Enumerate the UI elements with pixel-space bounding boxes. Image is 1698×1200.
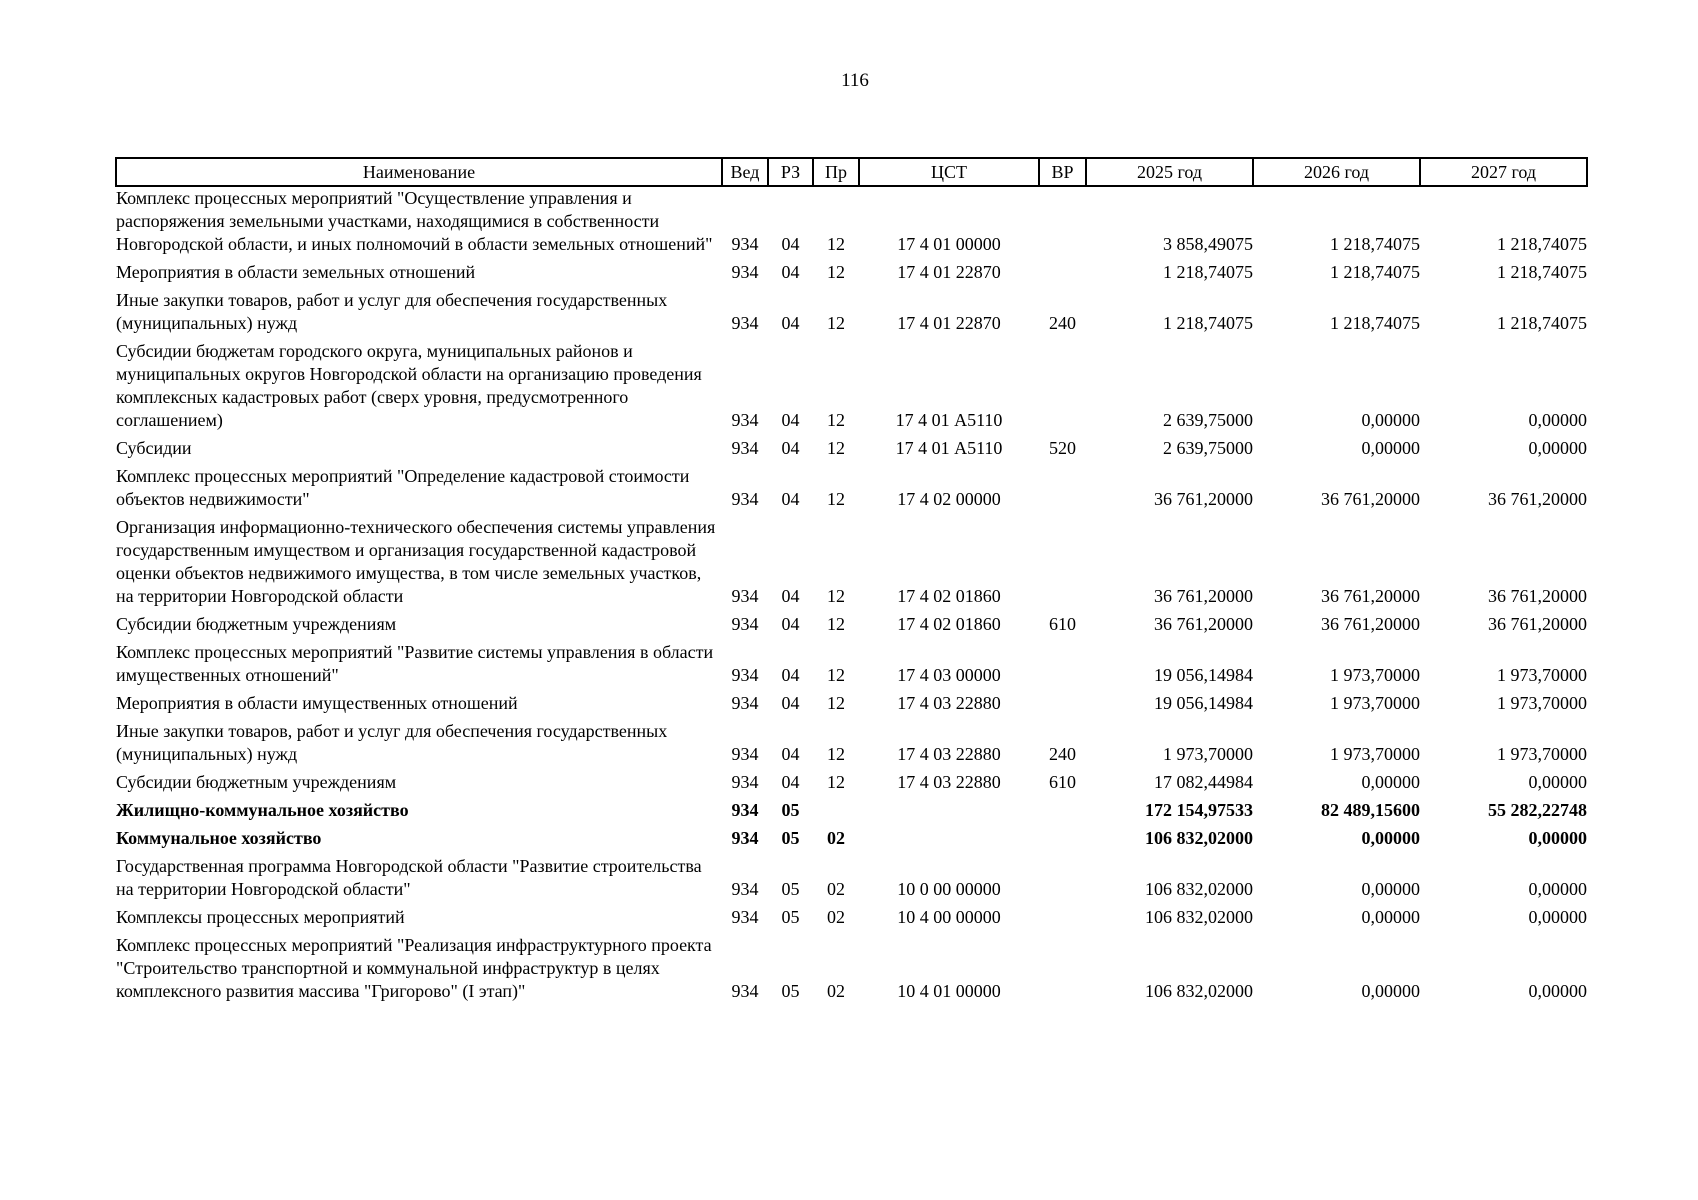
cell-name: Иные закупки товаров, работ и услуг для обеспечения государственных (муниципальных) нужд	[116, 290, 668, 333]
cell-2025: 1 218,74075	[1163, 262, 1253, 282]
cell-2026: 36 761,20000	[1321, 489, 1420, 509]
cell-pr: 12	[827, 693, 845, 713]
cell-ved: 934	[731, 800, 759, 820]
cell-vr	[1039, 465, 1086, 516]
cell-2025: 3 858,49075	[1163, 234, 1253, 254]
cell-rz: 05	[781, 800, 800, 820]
cell-name: Субсидии	[116, 438, 192, 458]
cell-cst: 17 4 01 А5110	[895, 410, 1003, 430]
cell-rz: 04	[781, 489, 800, 509]
cell-2026: 36 761,20000	[1321, 614, 1420, 634]
cell-pr: 12	[827, 614, 845, 634]
table-body	[116, 186, 1587, 1008]
cell-rz: 04	[781, 586, 800, 606]
cell-2027: 0,00000	[1528, 981, 1587, 1001]
cell-2027: 1 973,70000	[1497, 744, 1587, 764]
cell-2026: 0,00000	[1361, 772, 1420, 792]
cell-2025: 106 832,02000	[1145, 907, 1253, 927]
cell-2027: 0,00000	[1528, 907, 1587, 927]
cell-vr	[1039, 855, 1086, 906]
cell-2025: 1 218,74075	[1163, 313, 1253, 333]
cell-2026: 1 218,74075	[1330, 313, 1420, 333]
cell-2025: 172 154,97533	[1145, 800, 1253, 820]
cell-rz: 04	[781, 614, 800, 634]
cell-2026: 1 218,74075	[1330, 262, 1420, 282]
cell-2026: 1 218,74075	[1330, 234, 1420, 254]
table-row	[116, 906, 1587, 934]
cell-2026: 0,00000	[1361, 438, 1420, 458]
cell-2026: 0,00000	[1361, 981, 1420, 1001]
cell-vr	[1039, 934, 1086, 1008]
table-row	[116, 641, 1587, 692]
cell-cst: 10 4 00 00000	[897, 907, 1001, 927]
cell-vr: 240	[1049, 744, 1076, 764]
cell-name: Организация информационно-технического обеспечения системы управления государственным имуществом и организация государственной кадастровой оценки объектов недвижимого имущества, в том числе земельных участков, на территории Новгородской области	[116, 517, 716, 606]
cell-2027: 1 218,74075	[1497, 262, 1587, 282]
cell-pr: 02	[827, 981, 845, 1001]
cell-name: Иные закупки товаров, работ и услуг для обеспечения государственных (муниципальных) нужд	[116, 721, 668, 764]
cell-name: Комплекс процессных мероприятий "Развитие системы управления в области имущественных отношений"	[116, 642, 714, 685]
cell-name: Жилищно-коммунальное хозяйство	[116, 800, 409, 820]
cell-2026: 0,00000	[1361, 828, 1420, 848]
cell-ved: 934	[731, 313, 759, 333]
cell-ved: 934	[731, 828, 759, 848]
cell-cst: 17 4 03 00000	[897, 665, 1001, 685]
header-pr: Пр	[813, 158, 859, 186]
cell-2027: 36 761,20000	[1488, 586, 1587, 606]
table-row	[116, 771, 1587, 799]
cell-cst: 10 4 01 00000	[897, 981, 1001, 1001]
cell-2026: 0,00000	[1361, 410, 1420, 430]
cell-pr: 12	[827, 665, 845, 685]
table-row	[116, 692, 1587, 720]
cell-rz: 04	[781, 410, 800, 430]
cell-cst: 17 4 03 22880	[897, 744, 1001, 764]
cell-cst: 17 4 01 22870	[897, 313, 1001, 333]
cell-2026: 0,00000	[1361, 879, 1420, 899]
cell-2027: 0,00000	[1528, 410, 1587, 430]
header-cst: ЦСТ	[859, 158, 1039, 186]
cell-name: Субсидии бюджетным учреждениям	[116, 772, 397, 792]
table-row	[116, 261, 1587, 289]
cell-vr	[1039, 516, 1086, 613]
cell-name: Комплекс процессных мероприятий "Определение кадастровой стоимости объектов недвижимости"	[116, 466, 690, 509]
cell-ved: 934	[731, 744, 759, 764]
cell-rz: 04	[781, 772, 800, 792]
cell-rz: 05	[781, 879, 800, 899]
cell-2026: 0,00000	[1361, 907, 1420, 927]
cell-2027: 1 973,70000	[1497, 665, 1587, 685]
cell-2027: 1 973,70000	[1497, 693, 1587, 713]
cell-rz: 04	[781, 744, 800, 764]
cell-name: Мероприятия в области имущественных отношений	[116, 693, 518, 713]
table-row	[116, 827, 1587, 855]
cell-ved: 934	[731, 438, 759, 458]
cell-vr: 610	[1049, 614, 1076, 634]
cell-name: Комплекс процессных мероприятий "Реализация инфраструктурного проекта "Строительство транспортной и коммунальной инфраструктур в целях комплексного развития массива "Григорово" (I этап)"	[116, 935, 712, 1001]
cell-vr: 520	[1049, 438, 1076, 458]
table-row	[116, 465, 1587, 516]
cell-ved: 934	[731, 772, 759, 792]
cell-2027: 1 218,74075	[1497, 234, 1587, 254]
table-row	[116, 799, 1587, 827]
cell-cst: 17 4 03 22880	[897, 772, 1001, 792]
cell-pr: 02	[827, 907, 845, 927]
table-row	[116, 934, 1587, 1008]
cell-cst: 17 4 01 00000	[897, 234, 1001, 254]
cell-name: Комплексы процессных мероприятий	[116, 907, 405, 927]
cell-2025: 106 832,02000	[1145, 981, 1253, 1001]
table-row	[116, 516, 1587, 613]
cell-pr: 12	[827, 586, 845, 606]
cell-cst	[859, 799, 1039, 827]
cell-2026: 1 973,70000	[1330, 693, 1420, 713]
table-row	[116, 289, 1587, 340]
cell-2025: 2 639,75000	[1163, 438, 1253, 458]
table-row	[116, 437, 1587, 465]
cell-rz: 05	[781, 907, 800, 927]
cell-name: Субсидии бюджетным учреждениям	[116, 614, 397, 634]
cell-pr: 02	[827, 879, 845, 899]
header-rz: РЗ	[768, 158, 813, 186]
cell-ved: 934	[731, 410, 759, 430]
cell-2027: 0,00000	[1528, 772, 1587, 792]
cell-ved: 934	[731, 586, 759, 606]
cell-name: Коммунальное хозяйство	[116, 828, 322, 848]
table-row	[116, 720, 1587, 771]
cell-name: Государственная программа Новгородской области "Развитие строительства на территории Новгородской области"	[116, 856, 702, 899]
cell-vr	[1039, 906, 1086, 934]
cell-pr: 12	[827, 234, 845, 254]
cell-2025: 19 056,14984	[1154, 665, 1253, 685]
table-row	[116, 340, 1587, 437]
cell-vr	[1039, 186, 1086, 261]
cell-2027: 0,00000	[1528, 438, 1587, 458]
cell-pr: 12	[827, 772, 845, 792]
cell-2027: 0,00000	[1528, 828, 1587, 848]
cell-2027: 1 218,74075	[1497, 313, 1587, 333]
cell-ved: 934	[731, 665, 759, 685]
cell-2025: 19 056,14984	[1154, 693, 1253, 713]
cell-cst: 17 4 01 22870	[897, 262, 1001, 282]
cell-vr: 240	[1049, 313, 1076, 333]
header-2026: 2026 год	[1253, 158, 1420, 186]
header-2027: 2027 год	[1420, 158, 1587, 186]
cell-cst: 17 4 02 01860	[897, 614, 1001, 634]
cell-ved: 934	[731, 489, 759, 509]
table-row	[116, 613, 1587, 641]
budget-table	[115, 157, 1588, 1008]
cell-pr: 02	[827, 828, 845, 848]
table-row	[116, 186, 1587, 261]
cell-2025: 36 761,20000	[1154, 489, 1253, 509]
cell-2026: 36 761,20000	[1321, 586, 1420, 606]
cell-vr	[1039, 641, 1086, 692]
cell-rz: 04	[781, 313, 800, 333]
cell-vr: 610	[1049, 772, 1076, 792]
cell-ved: 934	[731, 614, 759, 634]
cell-2026: 1 973,70000	[1330, 665, 1420, 685]
cell-2026: 1 973,70000	[1330, 744, 1420, 764]
cell-ved: 934	[731, 234, 759, 254]
cell-vr	[1039, 692, 1086, 720]
cell-cst	[859, 827, 1039, 855]
cell-ved: 934	[731, 907, 759, 927]
page-number: 116	[841, 70, 869, 91]
header-2025: 2025 год	[1086, 158, 1253, 186]
cell-pr	[813, 799, 859, 827]
cell-2027: 36 761,20000	[1488, 614, 1587, 634]
table-header-row	[116, 158, 1587, 186]
cell-pr: 12	[827, 262, 845, 282]
cell-cst: 17 4 03 22880	[897, 693, 1001, 713]
cell-pr: 12	[827, 744, 845, 764]
cell-2025: 1 973,70000	[1163, 744, 1253, 764]
cell-name: Мероприятия в области земельных отношений	[116, 262, 476, 282]
cell-2025: 17 082,44984	[1154, 772, 1253, 792]
cell-vr	[1039, 827, 1086, 855]
cell-2025: 36 761,20000	[1154, 614, 1253, 634]
cell-ved: 934	[731, 981, 759, 1001]
cell-pr: 12	[827, 489, 845, 509]
header-ved: Вед	[722, 158, 768, 186]
cell-name: Комплекс процессных мероприятий "Осуществление управления и распоряжения земельными участками, находящимися в собственности Новгородской области, и иных полномочий в области земельных отношений"	[116, 188, 713, 254]
cell-cst: 17 4 02 00000	[897, 489, 1001, 509]
cell-ved: 934	[731, 262, 759, 282]
cell-2027: 55 282,22748	[1488, 800, 1587, 820]
cell-pr: 12	[827, 438, 845, 458]
cell-2025: 2 639,75000	[1163, 410, 1253, 430]
cell-rz: 05	[781, 828, 800, 848]
table-row	[116, 855, 1587, 906]
cell-name: Субсидии бюджетам городского округа, муниципальных районов и муниципальных округов Новгородской области на организацию проведения комплексных кадастровых работ (сверх уровня, предусмотренного соглашением)	[116, 341, 702, 430]
header-name: Наименование	[116, 158, 722, 186]
cell-rz: 04	[781, 665, 800, 685]
cell-ved: 934	[731, 693, 759, 713]
cell-2026: 82 489,15600	[1321, 800, 1420, 820]
cell-vr	[1039, 340, 1086, 437]
cell-rz: 04	[781, 234, 800, 254]
cell-2025: 106 832,02000	[1145, 828, 1253, 848]
cell-vr	[1039, 799, 1086, 827]
cell-vr	[1039, 261, 1086, 289]
cell-rz: 05	[781, 981, 800, 1001]
cell-ved: 934	[731, 879, 759, 899]
cell-2027: 0,00000	[1528, 879, 1587, 899]
cell-cst: 10 0 00 00000	[897, 879, 1001, 899]
cell-2027: 36 761,20000	[1488, 489, 1587, 509]
cell-2025: 106 832,02000	[1145, 879, 1253, 899]
cell-pr: 12	[827, 313, 845, 333]
cell-2025: 36 761,20000	[1154, 586, 1253, 606]
cell-cst: 17 4 01 А5110	[895, 438, 1003, 458]
cell-rz: 04	[781, 438, 800, 458]
cell-rz: 04	[781, 693, 800, 713]
cell-pr: 12	[827, 410, 845, 430]
header-vr: ВР	[1039, 158, 1086, 186]
cell-rz: 04	[781, 262, 800, 282]
cell-cst: 17 4 02 01860	[897, 586, 1001, 606]
